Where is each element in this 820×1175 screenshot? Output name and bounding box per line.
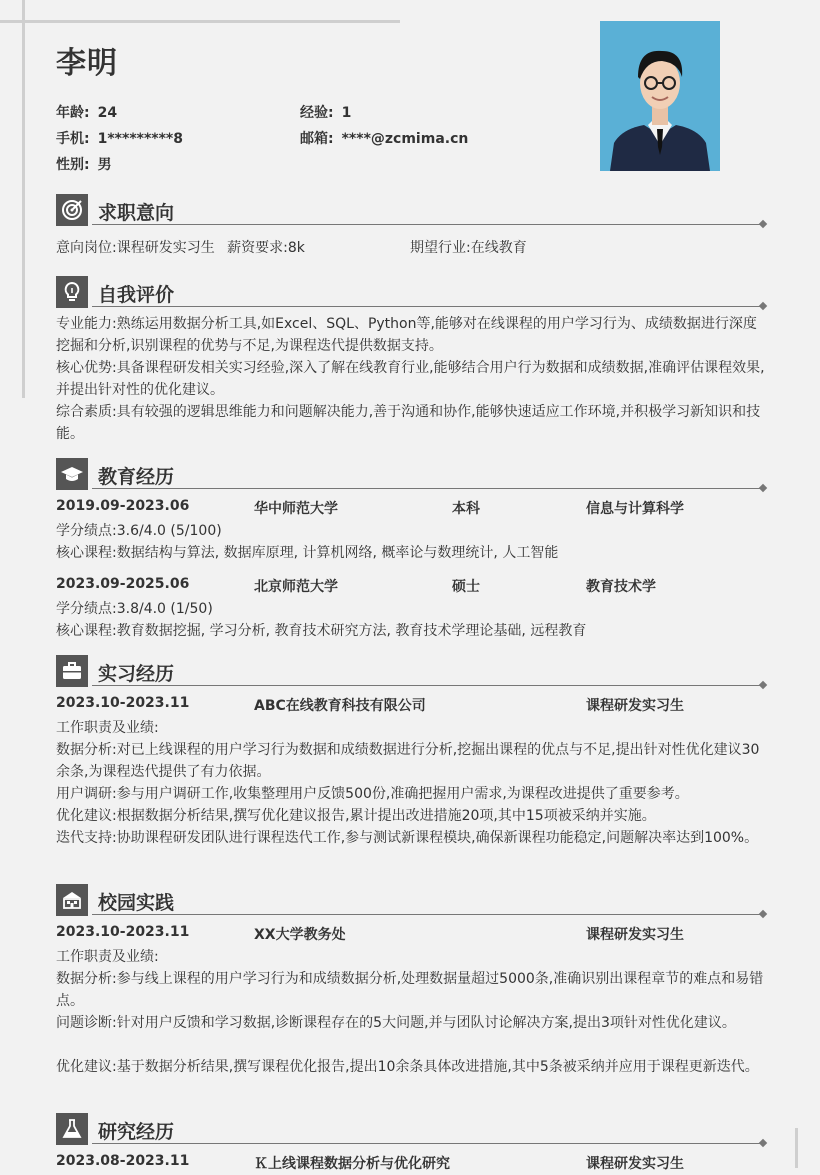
section-title: 求职意向 bbox=[98, 202, 175, 224]
lightbulb-icon bbox=[56, 276, 88, 308]
email-value: ****@zcmima.cn bbox=[341, 131, 469, 147]
edu-degree: 本科 bbox=[452, 501, 480, 517]
divider-diamond bbox=[759, 220, 767, 228]
intern-company: ABC在线教育科技有限公司 bbox=[254, 698, 426, 714]
intern-duty-research: 用户调研:参与用户调研工作,收集整理用户反馈500份,准确把握用户需求,为课程改进提供了重要参考。 bbox=[56, 786, 689, 802]
section-title: 实习经历 bbox=[98, 663, 175, 685]
intern-date: 2023.10-2023.11 bbox=[56, 695, 190, 711]
section-title: 自我评价 bbox=[98, 284, 175, 306]
section-internship bbox=[56, 655, 766, 689]
intern-role: 课程研发实习生 bbox=[586, 698, 684, 714]
phone-value: 1*********8 bbox=[97, 131, 183, 147]
section-divider bbox=[92, 306, 762, 307]
job-intent-row bbox=[56, 237, 766, 259]
research-project: Ｋ上线课程数据分析与优化研究 bbox=[254, 1156, 450, 1172]
section-job-intent bbox=[56, 194, 766, 228]
education-row-1 bbox=[56, 498, 766, 520]
research-row bbox=[56, 1153, 766, 1175]
divider-diamond bbox=[759, 681, 767, 689]
edu-degree: 硕士 bbox=[452, 579, 480, 595]
section-divider bbox=[92, 914, 762, 915]
gender-info bbox=[56, 154, 112, 174]
internship-row bbox=[56, 695, 766, 717]
candidate-name: 李明 bbox=[56, 46, 118, 81]
edu-major: 信息与计算科学 bbox=[586, 501, 684, 517]
salary-expectation: 薪资要求:8k bbox=[227, 240, 305, 256]
edu-date: 2023.09-2025.06 bbox=[56, 576, 190, 592]
intern-duty-iteration: 迭代支持:协助课程研发团队进行课程迭代工作,参与测试新课程模块,确保新课程功能稳定,问题解决率达到100%。 bbox=[56, 830, 759, 846]
campus-org: XX大学教务处 bbox=[254, 927, 346, 943]
phone-info bbox=[56, 128, 183, 148]
gender-label: 性别: bbox=[56, 157, 90, 173]
edu-gpa: 学分绩点:3.8/4.0 (1/50) bbox=[56, 601, 213, 617]
divider-diamond bbox=[759, 1139, 767, 1147]
campus-duties-heading: 工作职责及业绩: bbox=[56, 949, 159, 965]
section-research bbox=[56, 1113, 766, 1147]
briefcase-icon bbox=[56, 655, 88, 687]
section-title: 校园实践 bbox=[98, 892, 175, 914]
section-campus-practice bbox=[56, 884, 766, 918]
expected-industry: 期望行业:在线教育 bbox=[410, 240, 527, 256]
campus-row bbox=[56, 924, 766, 946]
campus-duty-suggestions: 优化建议:基于数据分析结果,撰写课程优化报告,提出10余条具体改进措施,其中5条被采纳并应用于课程更新迭代。 bbox=[56, 1059, 759, 1075]
campus-duty-diagnosis: 问题诊断:针对用户反馈和学习数据,诊断课程存在的5大问题,并与团队讨论解决方案,提出3项针对性优化建议。 bbox=[56, 1015, 736, 1031]
section-divider bbox=[92, 685, 762, 686]
research-role: 课程研发实习生 bbox=[586, 1156, 684, 1172]
age-label: 年龄: bbox=[56, 105, 90, 121]
target-icon bbox=[56, 194, 88, 226]
decor-top-bar bbox=[0, 20, 400, 23]
section-self-evaluation bbox=[56, 276, 766, 310]
edu-major: 教育技术学 bbox=[586, 579, 656, 595]
section-divider bbox=[92, 488, 762, 489]
experience-info bbox=[300, 102, 351, 122]
building-icon bbox=[56, 884, 88, 916]
intended-position: 意向岗位:课程研发实习生 bbox=[56, 240, 215, 256]
edu-gpa: 学分绩点:3.6/4.0 (5/100) bbox=[56, 523, 222, 539]
section-title: 教育经历 bbox=[98, 466, 175, 488]
email-info bbox=[300, 128, 468, 148]
phone-label: 手机: bbox=[56, 131, 90, 147]
section-education bbox=[56, 458, 766, 492]
gender-value: 男 bbox=[97, 157, 112, 173]
experience-value: 1 bbox=[341, 105, 352, 121]
graduation-cap-icon bbox=[56, 458, 88, 490]
campus-role: 课程研发实习生 bbox=[586, 927, 684, 943]
edu-school: 华中师范大学 bbox=[254, 501, 338, 517]
campus-date: 2023.10-2023.11 bbox=[56, 924, 190, 940]
edu-school: 北京师范大学 bbox=[254, 579, 338, 595]
age-info bbox=[56, 102, 117, 122]
intern-duty-analysis: 数据分析:对已上线课程的用户学习行为数据和成绩数据进行分析,挖掘出课程的优点与不足,提出针对性优化建议30余条,为课程迭代提供了有力依据。 bbox=[56, 742, 760, 780]
profile-photo bbox=[600, 21, 720, 171]
education-row-2 bbox=[56, 576, 766, 598]
decor-left-bar bbox=[22, 0, 25, 398]
edu-date: 2019.09-2023.06 bbox=[56, 498, 190, 514]
edu-courses: 核心课程:数据结构与算法, 数据库原理, 计算机网络, 概率论与数理统计, 人工智能 bbox=[56, 545, 559, 561]
intern-duty-suggestions: 优化建议:根据数据分析结果,撰写优化建议报告,累计提出改进措施20项,其中15项被采纳并实施。 bbox=[56, 808, 656, 824]
divider-diamond bbox=[759, 910, 767, 918]
section-divider bbox=[92, 1143, 762, 1144]
self-eval-skills: 专业能力:熟练运用数据分析工具,如Excel、SQL、Python等,能够对在线课程的用户学习行为、成绩数据进行深度挖掘和分析,识别课程的优势与不足,为课程迭代提供数据支持。 bbox=[56, 316, 757, 354]
age-value: 24 bbox=[97, 105, 118, 121]
research-date: 2023.08-2023.11 bbox=[56, 1153, 190, 1169]
divider-diamond bbox=[759, 484, 767, 492]
edu-courses: 核心课程:教育数据挖掘, 学习分析, 教育技术研究方法, 教育技术学理论基础, 远程教育 bbox=[56, 623, 587, 639]
self-eval-strengths: 核心优势:具备课程研发相关实习经验,深入了解在线教育行业,能够结合用户行为数据和成绩数据,准确评估课程效果,并提出针对性的优化建议。 bbox=[56, 360, 765, 398]
section-title: 研究经历 bbox=[98, 1121, 175, 1143]
flask-icon bbox=[56, 1113, 88, 1145]
divider-diamond bbox=[759, 302, 767, 310]
intern-duties-heading: 工作职责及业绩: bbox=[56, 720, 159, 736]
decor-right-bar bbox=[795, 1128, 798, 1168]
section-divider bbox=[92, 224, 762, 225]
experience-label: 经验: bbox=[300, 105, 334, 121]
campus-duty-analysis: 数据分析:参与线上课程的用户学习行为和成绩数据分析,处理数据量超过5000条,准确识别出课程章节的难点和易错点。 bbox=[56, 971, 764, 1009]
self-eval-qualities: 综合素质:具有较强的逻辑思维能力和问题解决能力,善于沟通和协作,能够快速适应工作环境,并积极学习新知识和技能。 bbox=[56, 404, 761, 442]
email-label: 邮箱: bbox=[300, 131, 334, 147]
